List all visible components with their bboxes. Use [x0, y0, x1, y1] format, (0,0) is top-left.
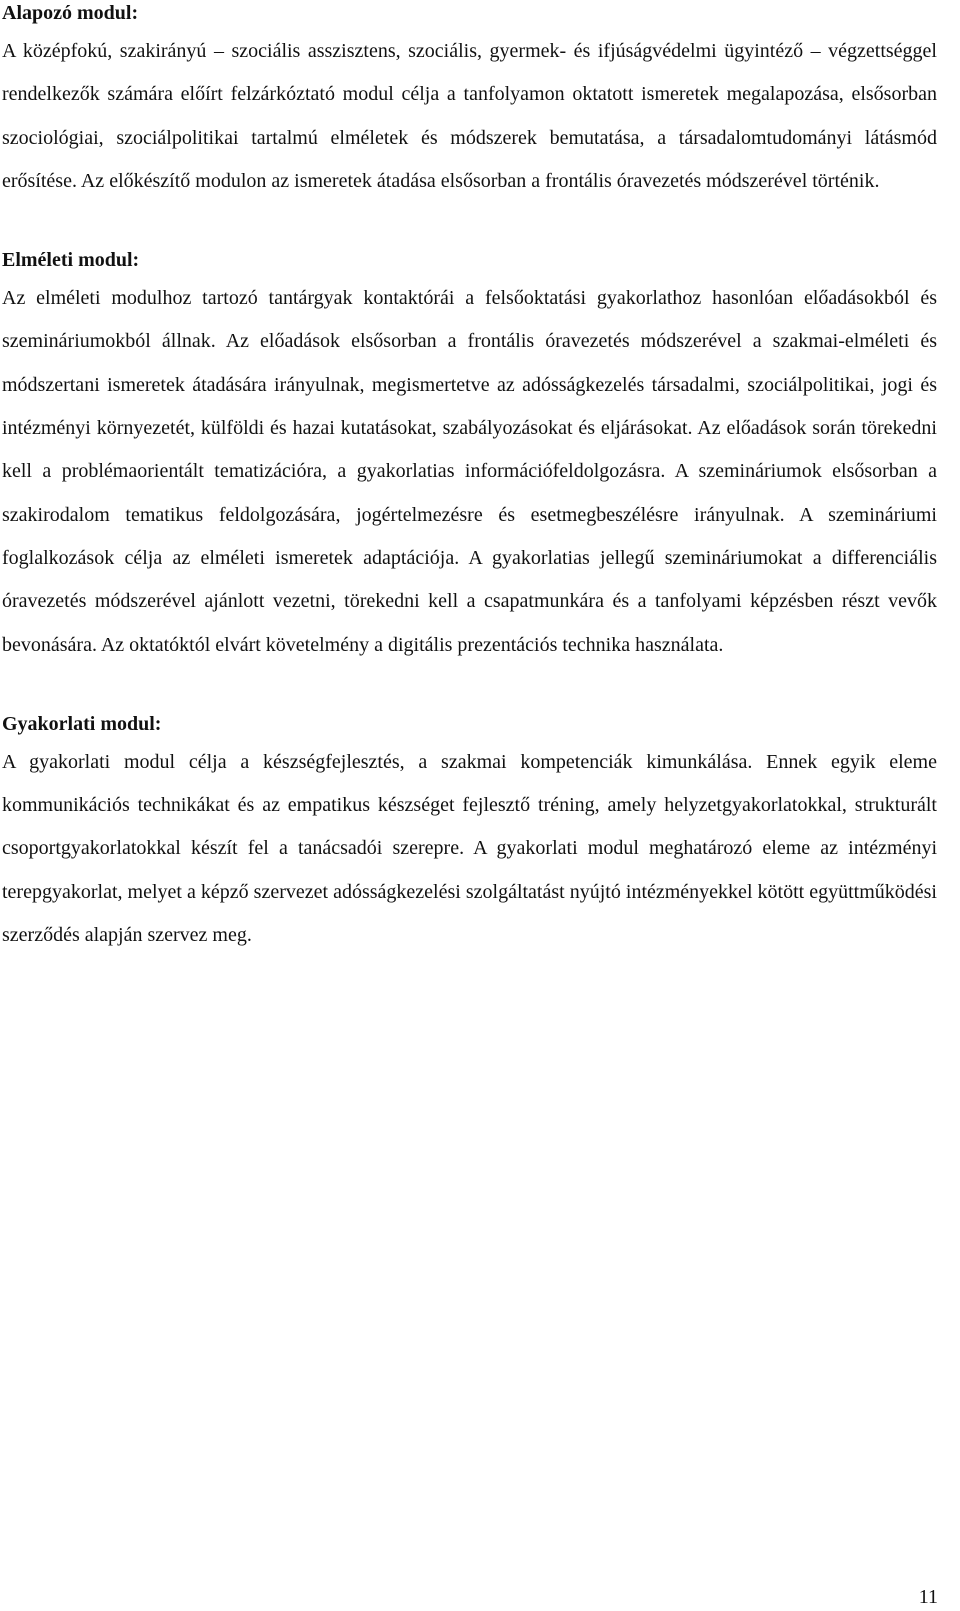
section-paragraph: A gyakorlati modul célja a készségfejlesztés, a szakmai kompetenciák kimunkálása. Ennek egyik eleme kommunikációs technikákat és az empatikus készséget fejlesztő tréning, amely helyzetgyakorlatokkal, strukturált csoportgyakorlatokkal készít fel a tanácsadói szerepre. A gyakorlati modul meghatározó eleme az intézményi terepgyakorlat, melyet a képző szervezet adósságkezelési szolgáltatást nyújtó intézményekkel kötött együttműködési szerződés alapján szervez meg.	[2, 750, 937, 947]
section-paragraph: Az elméleti modulhoz tartozó tantárgyak kontaktórái a felsőoktatási gyakorlathoz hasonlóan előadásokból és szemináriumokból állnak. Az előadások elsősorban a frontális óravezetés módszerével a szakmai-elméleti és módszertani ismeretek átadására irányulnak, megismertetve az adósságkezelés társadalmi, szociálpolitikai, jogi és intézményi környezetét, külföldi és hazai kutatásokat, szabályozásokat és eljárásokat. Az előadások során törekedni kell a problémaorientált tematizációra, a gyakorlatias információfeldolgozásra. A szemináriumok elsősorban a szakirodalom tematikus feldolgozására, jogértelmezésre és esetmegbeszélésre irányulnak. A szemináriumi foglalkozások célja az elméleti ismeretek adaptációja. A gyakorlatias jellegű szemináriumokat a differenciális óravezetés módszerével ajánlott vezetni, törekedni kell a csapatmunkára és a tanfolyami képzésben részt vevők bevonására. Az oktatóktól elvárt követelmény a digitális prezentációs technika használata.	[2, 287, 937, 656]
section-paragraph: A középfokú, szakirányú – szociális asszisztens, szociális, gyermek- és ifjúságvédelmi ügyintéző – végzettséggel rendelkezők számára előírt felzárkóztató modul célja a tanfolyamon oktatott ismeretek megalapozása, elsősorban szociológiai, szociálpolitikai tartalmú elméletek és módszerek bemutatása, a társadalomtudományi látásmód erősítése. Az előkészítő modulon az ismeretek átadása elsősorban a frontális óravezetés módszerével történik.	[2, 40, 937, 192]
section-heading: Gyakorlati modul:	[2, 712, 162, 735]
section-elmeleti-modul	[2, 247, 937, 667]
section-spacer	[2, 667, 937, 711]
section-heading: Elméleti modul:	[2, 249, 140, 272]
document-body	[2, 0, 937, 957]
section-spacer	[2, 203, 937, 247]
section-gyakorlati-modul	[2, 711, 937, 957]
page-number: 11	[918, 1586, 938, 1608]
section-heading: Alapozó modul:	[2, 2, 139, 24]
section-alapozo-modul	[2, 0, 937, 203]
